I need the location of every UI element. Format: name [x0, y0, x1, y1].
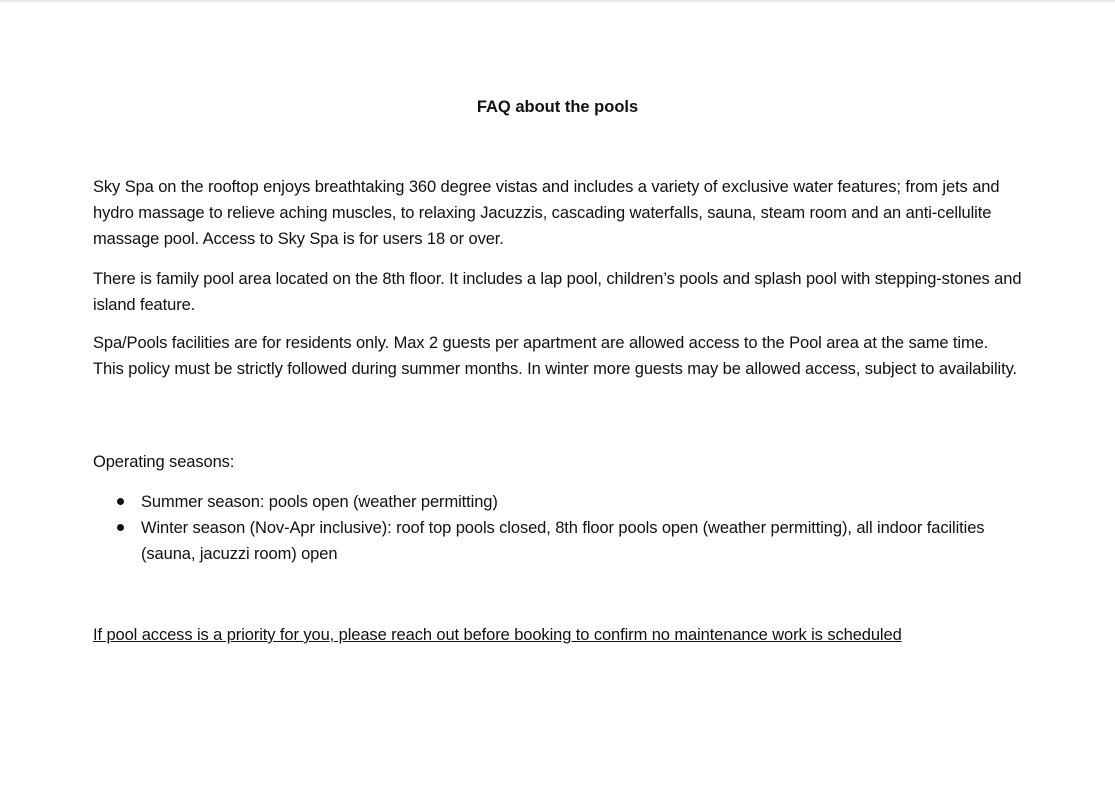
page-title: FAQ about the pools: [476, 98, 639, 116]
list-item: [93, 515, 1023, 567]
bullet-icon: [117, 498, 124, 505]
paragraph-sky-spa: Sky Spa on the rooftop enjoys breathtaking 360 degree vistas and includes a variety of exclusive water features; from jets and hydro massage to relieve aching muscles, to relaxing Jacuzzis, cascading waterfalls, sauna, steam room and an anti-cellulite massage pool. Access to Sky Spa is for users 18 or over.: [93, 178, 1000, 248]
paragraph-access-policy: Spa/Pools facilities are for residents only. Max 2 guests per apartment are allowed access to the Pool area at the same time. This policy must be strictly followed during summer months. In winter more guests may be allowed access, subject to availability.: [93, 334, 1018, 378]
season-summer-text: Summer season: pools open (weather permitting): [141, 493, 498, 511]
list-item: [93, 489, 1023, 515]
bullet-icon: [117, 524, 124, 531]
seasons-heading: Operating seasons:: [93, 453, 235, 471]
seasons-list: [93, 489, 1023, 567]
paragraph-family-pool: There is family pool area located on the 8th floor. It includes a lap pool, children’s pools and splash pool with stepping-stones and island feature.: [93, 270, 1022, 314]
maintenance-note: If pool access is a priority for you, please reach out before booking to confirm no maintenance work is scheduled: [93, 626, 902, 644]
season-winter-text: Winter season (Nov-Apr inclusive): roof top pools closed, 8th floor pools open (weather permitting), all indoor facilities (sauna, jacuzzi room) open: [141, 519, 985, 563]
